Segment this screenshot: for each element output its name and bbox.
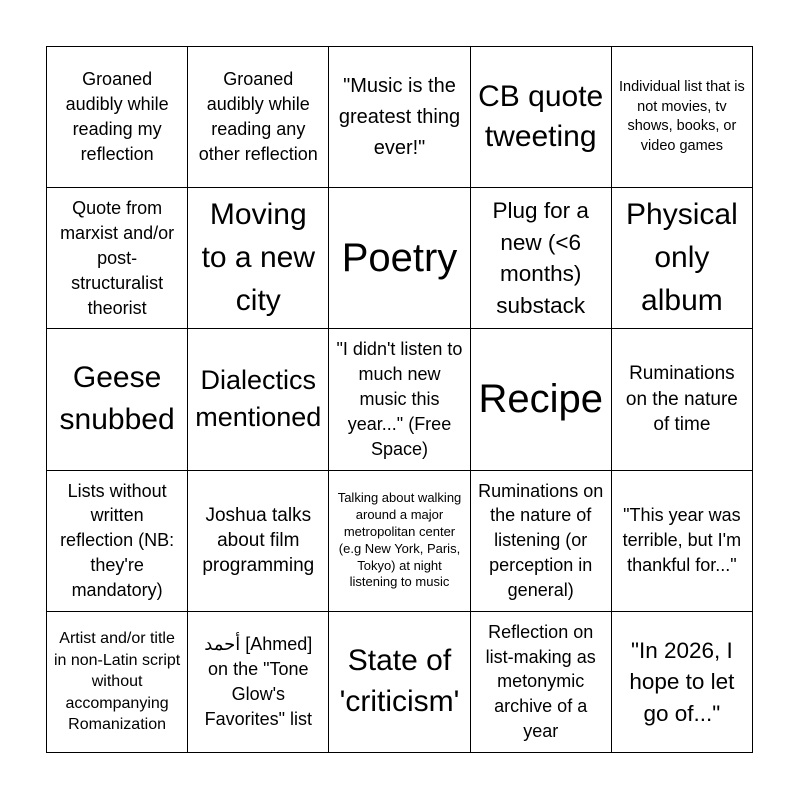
bingo-cell[interactable] [471,471,612,612]
cell-text: Joshua talks about film programming [202,504,315,577]
cell-text: Recipe [478,377,603,422]
cell-text: Ruminations on the nature of time [625,363,738,436]
cell-text: "In 2026, I hope to let go of..." [629,637,735,726]
bingo-cell[interactable] [612,612,753,753]
cell-text: Lists without written reflection (NB: they're mandatory) [60,480,175,600]
bingo-board [46,46,753,753]
cell-text: State of 'criticism' [339,644,460,718]
bingo-cell[interactable] [612,471,753,612]
cell-text: أحمد [Ahmed] on the "Tone Glow's Favorites" list [204,634,313,729]
cell-text: CB quote tweeting [478,79,604,154]
bingo-cell[interactable] [329,329,470,470]
cell-text: Dialectics mentioned [195,365,322,433]
bingo-cell[interactable] [47,47,188,188]
cell-text: Reflection on list-making as metonymic archive of a year [485,621,596,742]
cell-text: Poetry [341,236,458,281]
bingo-cell[interactable] [329,471,470,612]
cell-text: Talking about walking around a major metropolitan center (e.g New York, Paris, Tokyo) at night listening to music [337,490,462,590]
cell-text: Quote from marxist and/or post-structuralist theorist [60,198,175,318]
bingo-cell[interactable] [471,612,612,753]
cell-text: Physical only album [626,198,738,317]
bingo-cell[interactable] [188,47,329,188]
cell-text: "This year was terrible, but I'm thankful for..." [622,505,742,576]
bingo-cell[interactable] [188,471,329,612]
bingo-cell[interactable] [612,188,753,329]
cell-text: "Music is the greatest thing ever!" [338,74,461,159]
bingo-cell[interactable] [47,471,188,612]
cell-text: Moving to a new city [201,198,315,317]
bingo-cell[interactable] [47,612,188,753]
bingo-cell[interactable] [329,612,470,753]
bingo-cell[interactable] [188,188,329,329]
bingo-cell[interactable] [612,329,753,470]
cell-text: Geese snubbed [59,360,175,437]
bingo-cell[interactable] [47,188,188,329]
bingo-cell[interactable] [612,47,753,188]
bingo-cell[interactable] [188,612,329,753]
bingo-cell[interactable] [329,47,470,188]
cell-text: Plug for a new (<6 months) substack [492,198,589,318]
cell-text: Groaned audibly while reading my reflection [65,69,169,164]
cell-text: Groaned audibly while reading any other reflection [198,69,318,164]
cell-text: Individual list that is not movies, tv shows, books, or video games [619,78,745,154]
bingo-cell[interactable] [471,329,612,470]
cell-text: Ruminations on the nature of listening (or perception in general) [478,480,604,600]
bingo-cell[interactable] [471,47,612,188]
bingo-cell[interactable] [329,188,470,329]
bingo-cell[interactable] [471,188,612,329]
cell-text: "I didn't listen to much new music this year..." (Free Space) [336,339,463,459]
cell-text: Artist and/or title in non-Latin script without accompanying Romanization [53,629,181,734]
bingo-cell[interactable] [188,329,329,470]
bingo-cell[interactable] [47,329,188,470]
